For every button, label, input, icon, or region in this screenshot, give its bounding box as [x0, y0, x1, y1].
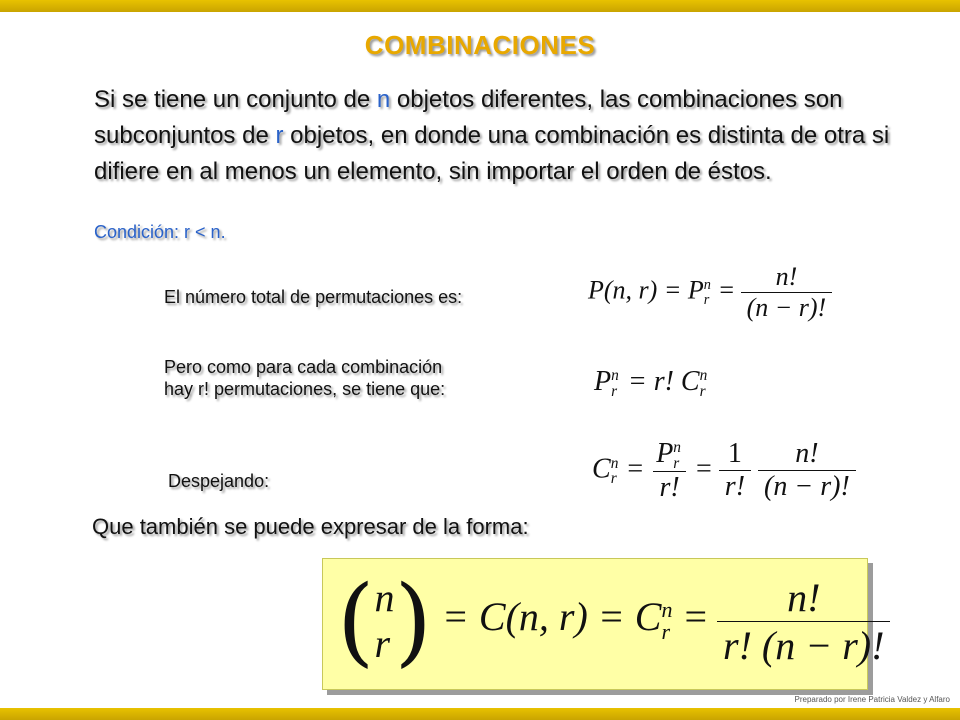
condition-text: Condición: r < n. [94, 222, 226, 242]
solve-fraction-3 [758, 438, 856, 503]
intro-paragraph [94, 82, 894, 190]
boxed-equation: = C(n, r) = C [441, 594, 662, 640]
bottom-decorative-bar [0, 708, 960, 720]
solve-num2: n! [795, 438, 819, 470]
per-combination-label [164, 356, 445, 400]
boxed-formula: ( n r ) = C(n, r) = C n r = $\frac{n!}{r! (n - r)!}$ [337, 573, 890, 669]
binomial-bottom: r [374, 621, 391, 666]
intro-text-3: objetos, en donde una combinación es distinta de otra si difiere en al menos un elemento, sin importar el orden de éstos. [94, 122, 890, 185]
alternative-form-label: Que también se puede expresar de la forma: [92, 514, 529, 539]
perm-numerator: n! [775, 262, 798, 291]
boxed-denominator: r! (n − r)! [717, 621, 890, 669]
despejando-label: Despejando: [168, 471, 270, 491]
per-combination-line-2: hay r! permutaciones, se tiene que: [164, 379, 446, 399]
boxed-numerator: n! [787, 574, 821, 620]
intro-r: r [275, 122, 284, 149]
solve-comb-indices: n r [610, 454, 619, 487]
binomial [374, 575, 394, 667]
solve-mid-denominator: r! [653, 471, 685, 504]
intro-n: n [376, 86, 391, 113]
boxed-comb-indices: n r [661, 597, 673, 644]
relation-comb-indices: n r [699, 367, 708, 400]
perm-lhs: P(n, r) = P [588, 275, 704, 305]
permutation-formula: P(n, r) = P n r = $\frac{n!}{(n - r)!}$ [588, 262, 832, 323]
relation-rhs: = r! C [627, 366, 700, 397]
intro-text-2: objetos diferentes, las combinaciones son subconjuntos de [94, 86, 843, 149]
boxed-equals: = [684, 594, 708, 640]
solve-formula: C n r = P n r r! = $\frac{1}{r!}$ $\frac{n!}{(n - r)!}$ [592, 438, 856, 504]
perm-indices: n r [703, 277, 711, 308]
perm-denominator: (n − r)! [741, 292, 833, 323]
binomial-top: n [374, 575, 395, 620]
solve-fraction-2 [719, 438, 751, 503]
solve-den1: r! [719, 470, 751, 503]
solve-fraction-1 [650, 438, 689, 504]
per-combination-line-1: Pero como para cada combinación [164, 357, 443, 377]
solve-one: 1 [727, 438, 742, 470]
slide-title: COMBINACIONES [364, 30, 596, 60]
perm-fraction [741, 262, 833, 323]
boxed-fraction [717, 574, 890, 669]
intro-text-1: Si se tiene un conjunto de [94, 86, 377, 113]
solve-den2: (n − r)! [758, 470, 856, 503]
top-decorative-bar [0, 0, 960, 12]
permutations-label: El número total de permutaciones es: [164, 287, 463, 307]
final-formula-box [322, 558, 885, 690]
relation-formula: P n r = r! C n r [594, 366, 708, 400]
relation-perm-indices: n r [611, 367, 619, 400]
solve-mid-numerator: P n r [656, 438, 681, 472]
author-credit: Preparado por Irene Patricia Valdez y Alfaro [794, 695, 950, 704]
solve-lhs: C [592, 453, 611, 485]
